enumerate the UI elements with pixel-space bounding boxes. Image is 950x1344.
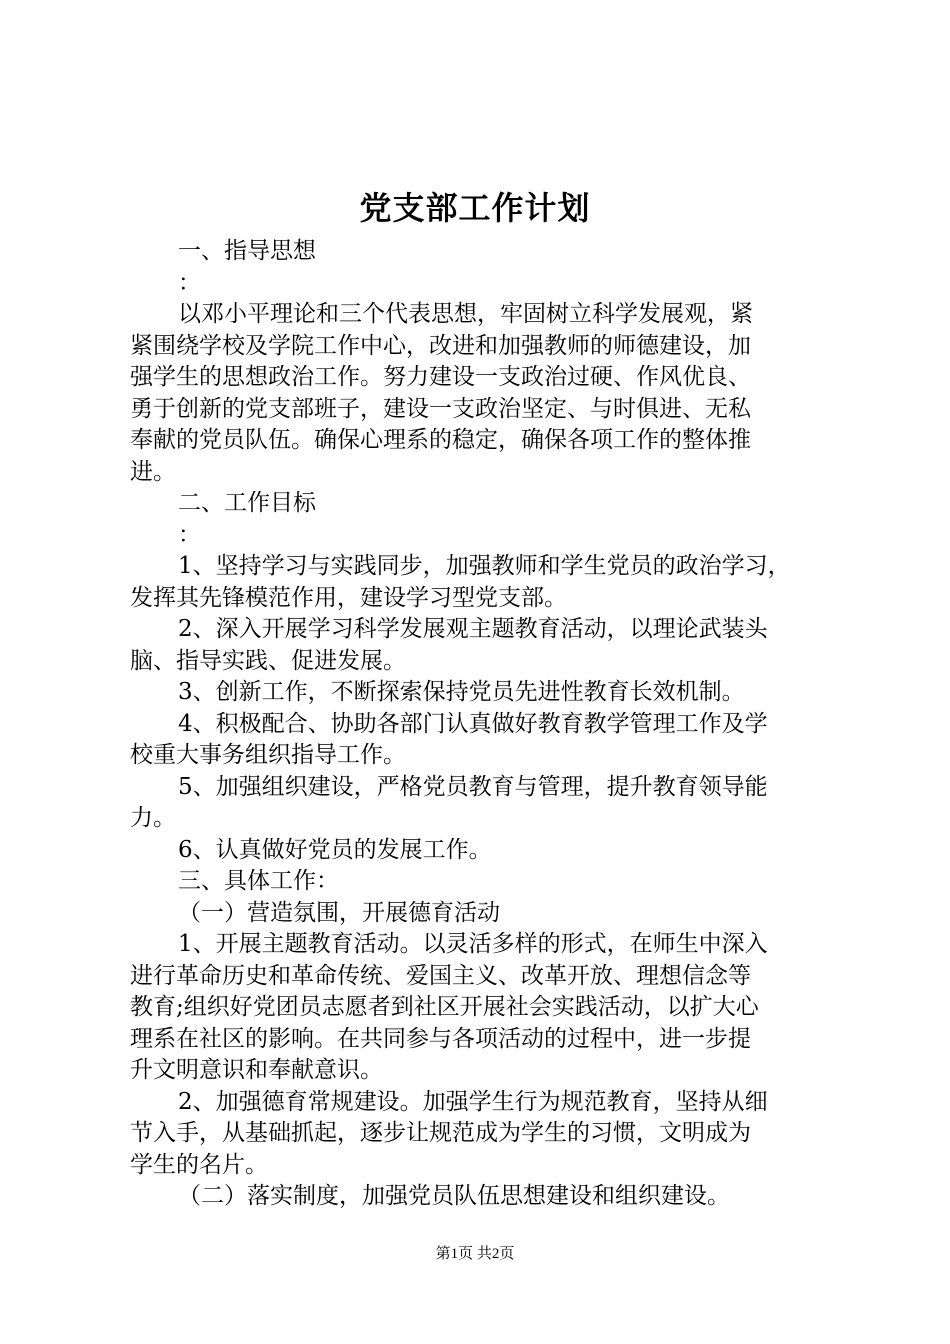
document-line: ： bbox=[178, 521, 201, 548]
document-line: 节入手，从基础抓起，逐步让规范成为学生的习惯，文明成为 bbox=[130, 1120, 751, 1146]
document-line: 1、开展主题教育活动。以灵活多样的形式，在师生中深入 bbox=[178, 931, 768, 957]
document-line: （一）营造氛围，开展德育活动 bbox=[178, 899, 500, 926]
document-line: 2、加强德育常规建设。加强学生行为规范教育，坚持从细 bbox=[178, 1088, 768, 1115]
document-line: 学生的名片。 bbox=[130, 1151, 268, 1178]
document-line: 奉献的党员队伍。确保心理系的稳定，确保各项工作的整体推 bbox=[130, 427, 751, 453]
document-line: 升文明意识和奉献意识。 bbox=[130, 1057, 383, 1083]
document-line: 脑、指导实践、促进发展。 bbox=[130, 647, 406, 674]
document-line: （二）落实制度，加强党员队伍思想建设和组织建设。 bbox=[178, 1183, 730, 1209]
page-footer: 第1页 共2页 bbox=[435, 1246, 515, 1262]
document-line: 三、具体工作： bbox=[178, 868, 339, 894]
document-line: 理系在社区的影响。在共同参与各项活动的过程中，进一步提 bbox=[130, 1025, 751, 1052]
document-line: 教育;组织好党团员志愿者到社区开展社会实践活动，以扩大心 bbox=[130, 994, 759, 1020]
document-line: 进行革命历史和革命传统、爱国主义、改革开放、理想信念等 bbox=[130, 962, 751, 989]
document-line: 2、深入开展学习科学发展观主题教育活动，以理论武装头 bbox=[178, 616, 768, 642]
document-line: ： bbox=[178, 269, 201, 296]
document-line: 1、坚持学习与实践同步，加强教师和学生党员的政治学习， bbox=[178, 553, 791, 579]
document-line: 紧围绕学校及学院工作中心，改进和加强教师的师德建设，加 bbox=[130, 332, 751, 359]
document-line: 5、加强组织建设，严格党员教育与管理，提升教育领导能 bbox=[178, 773, 768, 800]
document-body bbox=[130, 236, 830, 1213]
document-line: 校重大事务组织指导工作。 bbox=[130, 742, 406, 768]
document-title: 党支部工作计划 bbox=[359, 189, 591, 227]
document-line: 力。 bbox=[130, 805, 176, 831]
document-line: 一、指导思想 bbox=[178, 238, 316, 264]
document-line: 6、认真做好党员的发展工作。 bbox=[178, 836, 492, 863]
document-line: 3、创新工作，不断探索保持党员先进性教育长效机制。 bbox=[178, 679, 745, 705]
document-line: 二、工作目标 bbox=[178, 490, 316, 516]
document-line: 勇于创新的党支部班子，建设一支政治坚定、与时俱进、无私 bbox=[130, 395, 751, 422]
document-line: 以邓小平理论和三个代表思想，牢固树立科学发展观，紧 bbox=[178, 301, 753, 327]
document-line: 进。 bbox=[130, 458, 176, 485]
document-line: 4、积极配合、协助各部门认真做好教育教学管理工作及学 bbox=[178, 710, 768, 737]
document-line: 发挥其先锋模范作用，建设学习型党支部。 bbox=[130, 584, 567, 611]
document-line: 强学生的思想政治工作。努力建设一支政治过硬、作风优良、 bbox=[130, 364, 751, 390]
